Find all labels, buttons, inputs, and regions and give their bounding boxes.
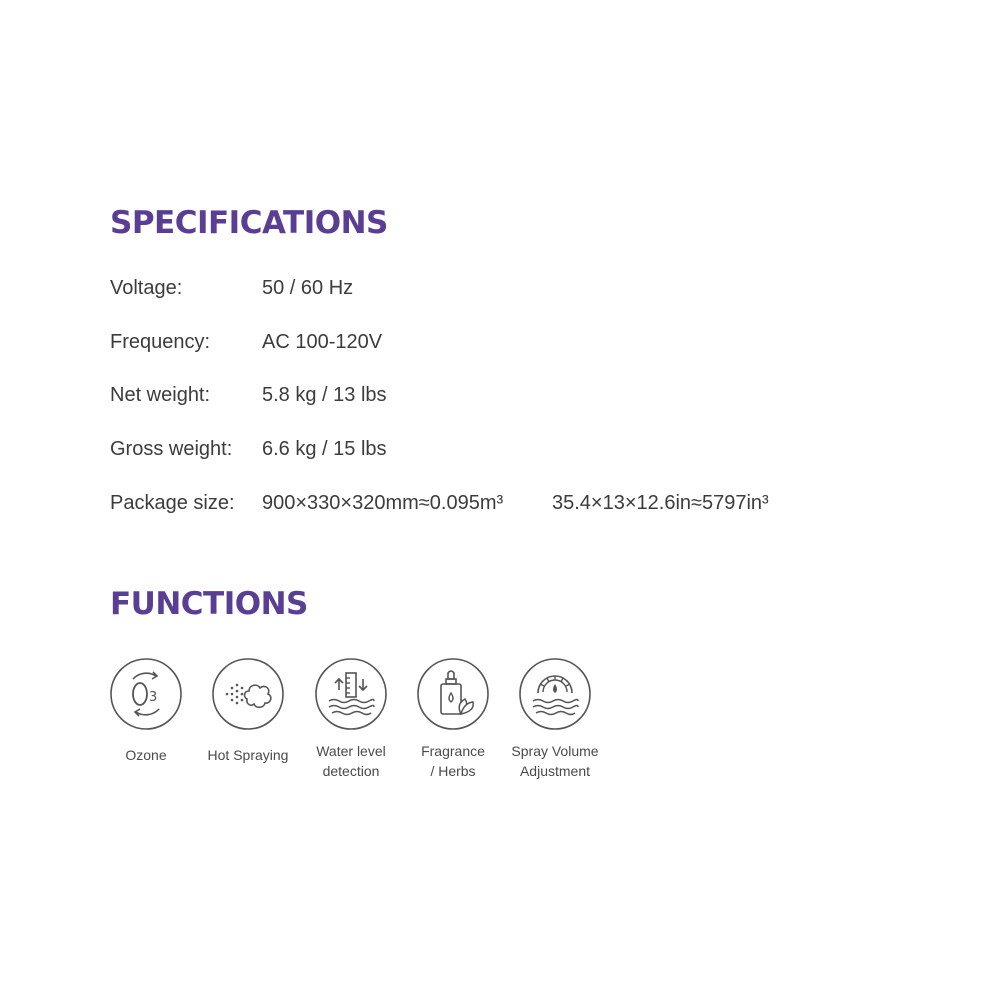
- function-ozone: [91, 657, 201, 765]
- spec-row-voltage: [110, 277, 910, 307]
- spec-label: Gross weight:: [110, 438, 233, 460]
- specifications-heading: SPECIFICATIONS: [110, 205, 388, 241]
- spec-value: AC 100-120V: [262, 331, 383, 353]
- function-water-level-detection: [296, 657, 406, 781]
- spec-label: Voltage:: [110, 277, 183, 299]
- function-fragrance-herbs: [398, 657, 508, 781]
- functions-heading: FUNCTIONS: [110, 586, 308, 622]
- spec-row-net-weight: [110, 384, 910, 414]
- function-label: Water level detection: [316, 743, 386, 779]
- function-label: Hot Spraying: [207, 747, 289, 763]
- spec-value: 50 / 60 Hz: [262, 277, 354, 299]
- spec-row-gross-weight: [110, 438, 910, 468]
- function-hot-spraying: [193, 657, 303, 765]
- spray-volume-icon: [518, 657, 592, 731]
- spec-value: 6.6 kg / 15 lbs: [262, 438, 387, 460]
- spec-label: Package size:: [110, 492, 235, 514]
- water-level-icon: [314, 657, 388, 731]
- spec-row-frequency: [110, 331, 910, 361]
- spec-value-metric: 900×330×320mm≈0.095m³: [262, 492, 504, 514]
- function-label: Fragrance / Herbs: [421, 743, 485, 779]
- function-spray-volume-adjustment: [500, 657, 610, 781]
- ozone-icon: [109, 657, 183, 731]
- function-label: Spray Volume Adjustment: [511, 743, 599, 779]
- spec-row-package-size: [110, 492, 910, 522]
- function-label: Ozone: [125, 747, 167, 763]
- spec-value-imperial: 35.4×13×12.6in≈5797in³: [552, 492, 769, 514]
- fragrance-herbs-icon: [416, 657, 490, 731]
- spec-label: Net weight:: [110, 384, 211, 406]
- svg-text:3: 3: [149, 690, 158, 705]
- hot-spraying-icon: [211, 657, 285, 731]
- spec-label: Frequency:: [110, 331, 211, 353]
- spec-value: 5.8 kg / 13 lbs: [262, 384, 387, 406]
